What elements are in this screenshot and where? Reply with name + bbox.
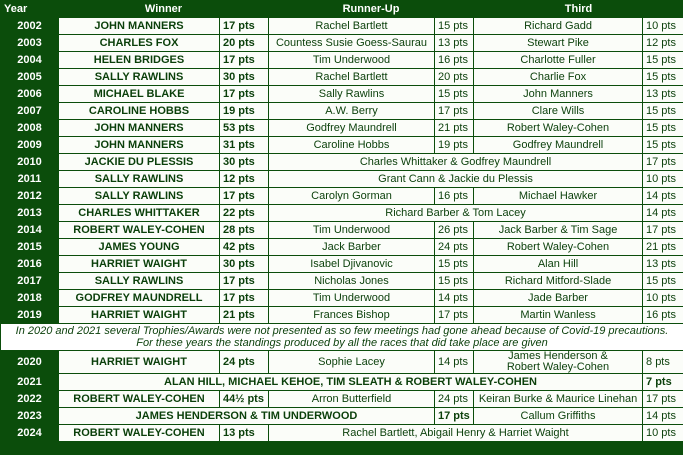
third-points: 15 pts <box>643 273 683 290</box>
runner-up-cell: Rachel Bartlett <box>269 69 435 86</box>
winner-points: 17 pts <box>220 86 269 103</box>
runner-up-cell: Tim Underwood <box>269 290 435 307</box>
year-cell: 2006 <box>1 86 59 103</box>
runner-up-points: 15 pts <box>435 86 474 103</box>
winner-cell: JACKIE DU PLESSIS <box>59 154 220 171</box>
merged-points: 17 pts <box>643 154 683 171</box>
runner-third-merged-cell: Rachel Bartlett, Abigail Henry & Harriet Waight <box>269 425 643 442</box>
runner-up-cell: Sophie Lacey <box>269 351 435 374</box>
table-row <box>1 137 683 154</box>
third-cell: Callum Griffiths <box>474 408 643 425</box>
runner-up-points: 26 pts <box>435 222 474 239</box>
table-row <box>1 222 683 239</box>
winner-cell: GODFREY MAUNDRELL <box>59 290 220 307</box>
table-row <box>1 154 683 171</box>
third-points: 10 pts <box>643 18 683 35</box>
third-cell: Martin Wanless <box>474 307 643 324</box>
runner-up-points: 19 pts <box>435 137 474 154</box>
winner-cell: MICHAEL BLAKE <box>59 86 220 103</box>
winner-cell: CHARLES WHITTAKER <box>59 205 220 222</box>
runner-up-cell: Godfrey Maundrell <box>269 120 435 137</box>
third-cell: Michael Hawker <box>474 188 643 205</box>
third-points: 15 pts <box>643 120 683 137</box>
winner-cell: SALLY RAWLINS <box>59 69 220 86</box>
year-cell: 2021 <box>1 374 59 391</box>
winner-points: 28 pts <box>220 222 269 239</box>
runner-up-cell: Rachel Bartlett <box>269 18 435 35</box>
third-points: 13 pts <box>643 256 683 273</box>
winner-points: 24 pts <box>220 351 269 374</box>
runner-up-points: 20 pts <box>435 69 474 86</box>
year-cell: 2008 <box>1 120 59 137</box>
third-cell: Charlotte Fuller <box>474 52 643 69</box>
year-cell: 2022 <box>1 391 59 408</box>
results-body-middle <box>1 154 683 222</box>
table-row <box>1 374 683 391</box>
third-cell: Jade Barber <box>474 290 643 307</box>
covid-note-row <box>1 324 683 351</box>
winner-cell: JAMES YOUNG <box>59 239 220 256</box>
runner-up-points: 17 pts <box>435 103 474 120</box>
third-cell: Richard Mitford-Slade <box>474 273 643 290</box>
year-cell: 2023 <box>1 408 59 425</box>
year-header: Year <box>1 1 59 18</box>
third-header: Third <box>474 1 683 18</box>
runner-up-cell: Jack Barber <box>269 239 435 256</box>
covid-note-line-2: For these years the standings produced by all the races that did take place are given <box>136 337 548 349</box>
third-points: 8 pts <box>643 351 683 374</box>
table-row <box>1 239 683 256</box>
table-row <box>1 120 683 137</box>
table-row <box>1 188 683 205</box>
year-cell: 2017 <box>1 273 59 290</box>
third-points: 14 pts <box>643 408 683 425</box>
year-cell: 2019 <box>1 307 59 324</box>
year-cell: 2011 <box>1 171 59 188</box>
runner-up-points: 14 pts <box>435 290 474 307</box>
runner-up-cell: Caroline Hobbs <box>269 137 435 154</box>
runner-up-cell: Arron Butterfield <box>269 391 435 408</box>
runner-up-cell: Isabel Djivanovic <box>269 256 435 273</box>
winner-cell: CAROLINE HOBBS <box>59 103 220 120</box>
winner-cell: JOHN MANNERS <box>59 120 220 137</box>
table-row <box>1 425 683 442</box>
third-cell: Jack Barber & Tim Sage <box>474 222 643 239</box>
year-cell: 2009 <box>1 137 59 154</box>
third-points: 15 pts <box>643 52 683 69</box>
third-cell: John Manners <box>474 86 643 103</box>
table-row <box>1 256 683 273</box>
results-body-upper <box>1 18 683 154</box>
third-points: 15 pts <box>643 69 683 86</box>
third-line-1: James Henderson & <box>508 350 608 362</box>
runner-up-cell: Tim Underwood <box>269 52 435 69</box>
year-cell: 2018 <box>1 290 59 307</box>
winner-header: Winner <box>59 1 269 18</box>
table-row <box>1 52 683 69</box>
joint-winners-points: 17 pts <box>435 408 474 425</box>
winner-cell: SALLY RAWLINS <box>59 188 220 205</box>
third-points: 14 pts <box>643 188 683 205</box>
merged-points: 10 pts <box>643 171 683 188</box>
winner-cell: HARRIET WAIGHT <box>59 307 220 324</box>
third-cell: Robert Waley-Cohen <box>474 239 643 256</box>
winner-cell: SALLY RAWLINS <box>59 273 220 290</box>
winner-points: 30 pts <box>220 154 269 171</box>
third-cell: Stewart Pike <box>474 35 643 52</box>
third-points: 15 pts <box>643 103 683 120</box>
table-row <box>1 103 683 120</box>
runner-up-points: 15 pts <box>435 256 474 273</box>
runner-up-cell: Carolyn Gorman <box>269 188 435 205</box>
third-points: 16 pts <box>643 307 683 324</box>
third-points: 10 pts <box>643 290 683 307</box>
winner-points: 30 pts <box>220 69 269 86</box>
year-cell: 2012 <box>1 188 59 205</box>
table-row <box>1 391 683 408</box>
covid-note <box>1 324 683 351</box>
table-row <box>1 307 683 324</box>
runner-up-points: 15 pts <box>435 18 474 35</box>
table-row <box>1 205 683 222</box>
table-row <box>1 408 683 425</box>
winner-cell: JOHN MANNERS <box>59 137 220 154</box>
runner-up-points: 24 pts <box>435 391 474 408</box>
third-points: 13 pts <box>643 86 683 103</box>
joint-winners-cell: JAMES HENDERSON & TIM UNDERWOOD <box>59 408 435 425</box>
winner-cell: ROBERT WALEY-COHEN <box>59 425 220 442</box>
table-row <box>1 171 683 188</box>
runner-up-points: 24 pts <box>435 239 474 256</box>
runner-up-points: 13 pts <box>435 35 474 52</box>
runner-up-cell: Countess Susie Goess-Saurau <box>269 35 435 52</box>
runner-up-cell: Sally Rawlins <box>269 86 435 103</box>
year-cell: 2005 <box>1 69 59 86</box>
winner-cell: HELEN BRIDGES <box>59 52 220 69</box>
third-cell: Godfrey Maundrell <box>474 137 643 154</box>
winner-cell: HARRIET WAIGHT <box>59 351 220 374</box>
results-body-covid <box>1 324 683 442</box>
runner-third-merged-cell: Grant Cann & Jackie du Plessis <box>269 171 643 188</box>
winner-points: 53 pts <box>220 120 269 137</box>
table-row <box>1 69 683 86</box>
table-row <box>1 290 683 307</box>
year-cell: 2004 <box>1 52 59 69</box>
third-points: 12 pts <box>643 35 683 52</box>
year-cell: 2020 <box>1 351 59 374</box>
third-cell: Charlie Fox <box>474 69 643 86</box>
runner-up-cell: A.W. Berry <box>269 103 435 120</box>
runner-up-cell: Nicholas Jones <box>269 273 435 290</box>
third-points: 15 pts <box>643 137 683 154</box>
third-cell <box>474 351 643 374</box>
runner-up-header: Runner-Up <box>269 1 474 18</box>
winner-points: 30 pts <box>220 256 269 273</box>
covid-note-line-1: In 2020 and 2021 several Trophies/Awards were not presented as so few meetings had gone ahead because of Covid-19 precautions. <box>15 325 669 337</box>
year-cell: 2007 <box>1 103 59 120</box>
winner-cell: SALLY RAWLINS <box>59 171 220 188</box>
runner-up-points: 16 pts <box>435 52 474 69</box>
table-row <box>1 351 683 374</box>
table-row <box>1 86 683 103</box>
third-cell: Clare Wills <box>474 103 643 120</box>
winner-cell: CHARLES FOX <box>59 35 220 52</box>
third-points: 21 pts <box>643 239 683 256</box>
year-cell: 2016 <box>1 256 59 273</box>
winner-points: 44½ pts <box>220 391 269 408</box>
merged-points: 14 pts <box>643 205 683 222</box>
winner-cell: ROBERT WALEY-COHEN <box>59 222 220 239</box>
winner-points: 17 pts <box>220 290 269 307</box>
third-points: 17 pts <box>643 391 683 408</box>
winner-points: 42 pts <box>220 239 269 256</box>
winner-points: 17 pts <box>220 273 269 290</box>
winner-points: 19 pts <box>220 103 269 120</box>
results-body-lower <box>1 222 683 324</box>
runner-up-cell: Tim Underwood <box>269 222 435 239</box>
winner-cell: HARRIET WAIGHT <box>59 256 220 273</box>
winner-points: 17 pts <box>220 18 269 35</box>
winner-points: 21 pts <box>220 307 269 324</box>
winner-points: 31 pts <box>220 137 269 154</box>
third-points: 17 pts <box>643 222 683 239</box>
runner-up-points: 16 pts <box>435 188 474 205</box>
winner-cell: ROBERT WALEY-COHEN <box>59 391 220 408</box>
runner-third-merged-cell: Charles Whittaker & Godfrey Maundrell <box>269 154 643 171</box>
year-cell: 2015 <box>1 239 59 256</box>
joint-winners-cell: ALAN HILL, MICHAEL KEHOE, TIM SLEATH & ROBERT WALEY-COHEN <box>59 374 643 391</box>
year-cell: 2014 <box>1 222 59 239</box>
header-row <box>1 1 683 18</box>
runner-up-cell: Frances Bishop <box>269 307 435 324</box>
year-cell: 2010 <box>1 154 59 171</box>
table-row <box>1 18 683 35</box>
runner-third-merged-cell: Richard Barber & Tom Lacey <box>269 205 643 222</box>
third-cell: Robert Waley-Cohen <box>474 120 643 137</box>
winner-points: 12 pts <box>220 171 269 188</box>
year-cell: 2003 <box>1 35 59 52</box>
winner-points: 13 pts <box>220 425 269 442</box>
year-cell: 2024 <box>1 425 59 442</box>
winner-cell: JOHN MANNERS <box>59 18 220 35</box>
table-row <box>1 35 683 52</box>
third-cell: Keiran Burke & Maurice Linehan <box>474 391 643 408</box>
runner-up-points: 14 pts <box>435 351 474 374</box>
joint-winners-points: 7 pts <box>643 374 683 391</box>
third-cell: Richard Gadd <box>474 18 643 35</box>
table-row <box>1 273 683 290</box>
third-line-2: Robert Waley-Cohen <box>506 361 610 373</box>
winner-points: 20 pts <box>220 35 269 52</box>
runner-up-points: 21 pts <box>435 120 474 137</box>
third-cell: Alan Hill <box>474 256 643 273</box>
runner-up-points: 17 pts <box>435 307 474 324</box>
winner-points: 17 pts <box>220 188 269 205</box>
winner-points: 17 pts <box>220 52 269 69</box>
year-cell: 2013 <box>1 205 59 222</box>
year-cell: 2002 <box>1 18 59 35</box>
winner-points: 22 pts <box>220 205 269 222</box>
runner-up-points: 15 pts <box>435 273 474 290</box>
merged-points: 10 pts <box>643 425 683 442</box>
